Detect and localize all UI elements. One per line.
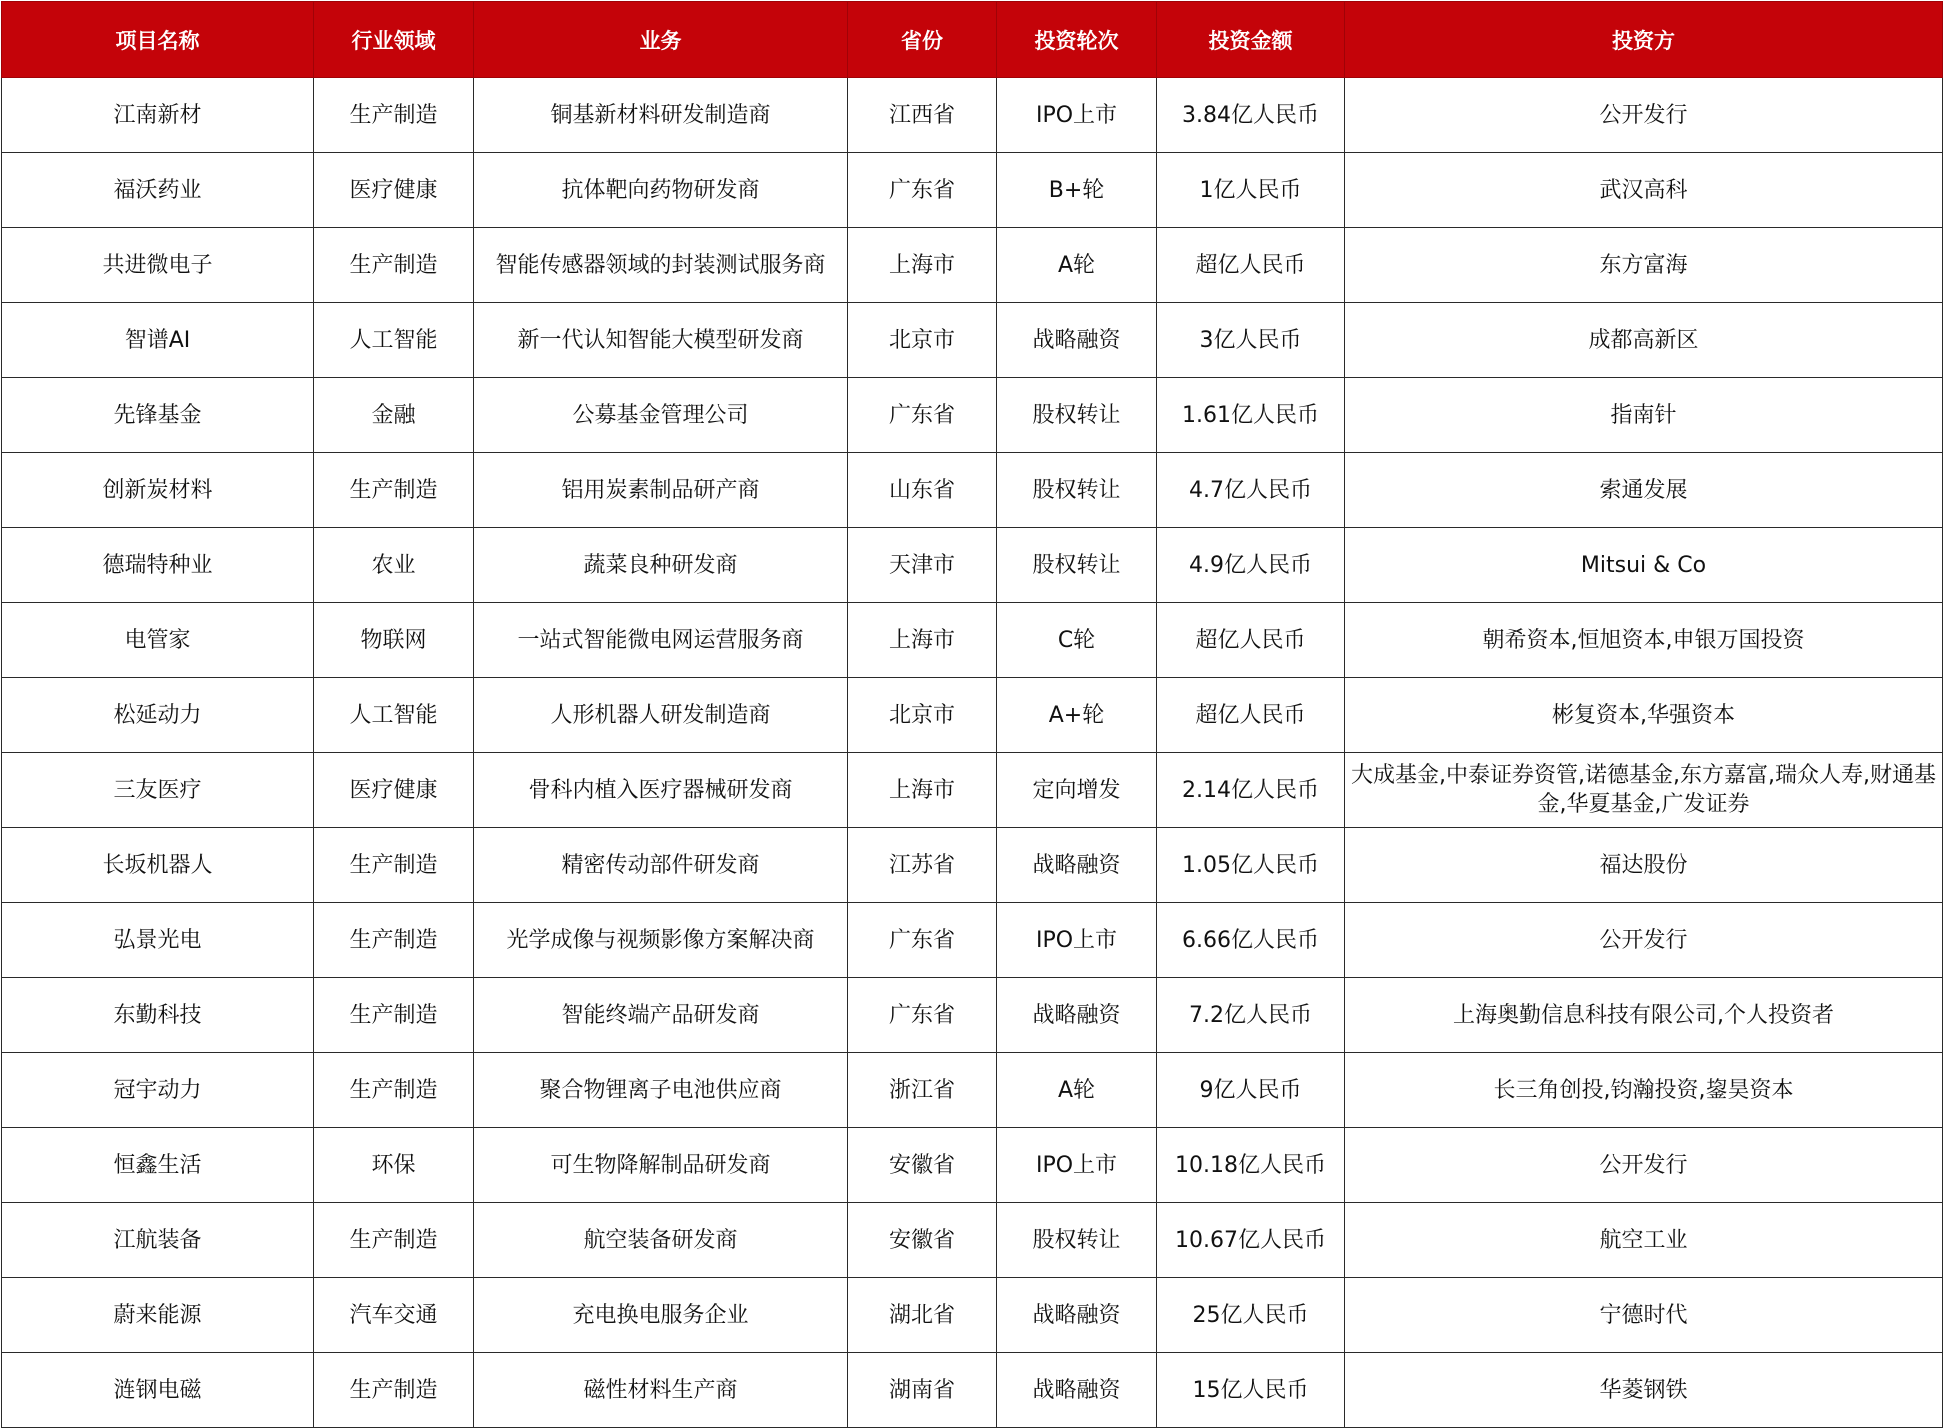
cell-industry: 生产制造 <box>314 228 474 303</box>
cell-project-name: 德瑞特种业 <box>2 528 314 603</box>
cell-amount: 1.61亿人民币 <box>1157 378 1345 453</box>
cell-round: 战略融资 <box>997 978 1157 1053</box>
cell-province: 浙江省 <box>848 1053 997 1128</box>
table-row <box>2 1353 1943 1428</box>
cell-industry: 汽车交通 <box>314 1278 474 1353</box>
cell-province: 北京市 <box>848 303 997 378</box>
cell-investors: 华菱钢铁 <box>1345 1353 1943 1428</box>
cell-round: 战略融资 <box>997 303 1157 378</box>
cell-industry: 医疗健康 <box>314 153 474 228</box>
cell-business: 铝用炭素制品研产商 <box>474 453 848 528</box>
investment-table <box>1 1 1943 1428</box>
cell-industry: 人工智能 <box>314 678 474 753</box>
cell-investors: 成都高新区 <box>1345 303 1943 378</box>
cell-amount: 15亿人民币 <box>1157 1353 1345 1428</box>
cell-business: 一站式智能微电网运营服务商 <box>474 603 848 678</box>
cell-industry: 生产制造 <box>314 453 474 528</box>
table-row <box>2 1203 1943 1278</box>
cell-project-name: 东勤科技 <box>2 978 314 1053</box>
cell-industry: 金融 <box>314 378 474 453</box>
table-row <box>2 753 1943 828</box>
cell-amount: 超亿人民币 <box>1157 678 1345 753</box>
cell-industry: 生产制造 <box>314 828 474 903</box>
cell-amount: 超亿人民币 <box>1157 228 1345 303</box>
cell-province: 北京市 <box>848 678 997 753</box>
cell-investors: 宁德时代 <box>1345 1278 1943 1353</box>
cell-province: 上海市 <box>848 603 997 678</box>
cell-amount: 2.14亿人民币 <box>1157 753 1345 828</box>
cell-province: 天津市 <box>848 528 997 603</box>
cell-industry: 生产制造 <box>314 78 474 153</box>
cell-industry: 生产制造 <box>314 1353 474 1428</box>
cell-business: 公募基金管理公司 <box>474 378 848 453</box>
cell-amount: 4.9亿人民币 <box>1157 528 1345 603</box>
cell-business: 新一代认知智能大模型研发商 <box>474 303 848 378</box>
cell-industry: 人工智能 <box>314 303 474 378</box>
cell-business: 智能终端产品研发商 <box>474 978 848 1053</box>
cell-province: 上海市 <box>848 228 997 303</box>
cell-industry: 生产制造 <box>314 903 474 978</box>
cell-project-name: 福沃药业 <box>2 153 314 228</box>
table-row <box>2 1128 1943 1203</box>
cell-investors: Mitsui & Co <box>1345 528 1943 603</box>
cell-round: A轮 <box>997 228 1157 303</box>
table-row <box>2 528 1943 603</box>
cell-project-name: 蔚来能源 <box>2 1278 314 1353</box>
cell-province: 江苏省 <box>848 828 997 903</box>
cell-business: 磁性材料生产商 <box>474 1353 848 1428</box>
cell-round: 战略融资 <box>997 1278 1157 1353</box>
table-row <box>2 303 1943 378</box>
cell-project-name: 江南新材 <box>2 78 314 153</box>
cell-project-name: 涟钢电磁 <box>2 1353 314 1428</box>
cell-province: 广东省 <box>848 153 997 228</box>
cell-industry: 农业 <box>314 528 474 603</box>
table-row <box>2 1053 1943 1128</box>
cell-round: A轮 <box>997 1053 1157 1128</box>
header-business: 业务 <box>474 2 848 78</box>
header-project-name: 项目名称 <box>2 2 314 78</box>
cell-amount: 1.05亿人民币 <box>1157 828 1345 903</box>
cell-business: 可生物降解制品研发商 <box>474 1128 848 1203</box>
cell-investors: 彬复资本,华强资本 <box>1345 678 1943 753</box>
table-row <box>2 1278 1943 1353</box>
table-row <box>2 678 1943 753</box>
cell-business: 人形机器人研发制造商 <box>474 678 848 753</box>
cell-business: 光学成像与视频影像方案解决商 <box>474 903 848 978</box>
cell-investors: 武汉高科 <box>1345 153 1943 228</box>
table-body <box>2 78 1943 1428</box>
header-round: 投资轮次 <box>997 2 1157 78</box>
cell-business: 蔬菜良种研发商 <box>474 528 848 603</box>
cell-industry: 环保 <box>314 1128 474 1203</box>
cell-project-name: 共进微电子 <box>2 228 314 303</box>
table-row <box>2 828 1943 903</box>
cell-project-name: 创新炭材料 <box>2 453 314 528</box>
table-row <box>2 603 1943 678</box>
cell-investors: 上海奥勤信息科技有限公司,个人投资者 <box>1345 978 1943 1053</box>
cell-round: IPO上市 <box>997 903 1157 978</box>
cell-round: 战略融资 <box>997 1353 1157 1428</box>
cell-amount: 9亿人民币 <box>1157 1053 1345 1128</box>
table-row <box>2 228 1943 303</box>
cell-investors: 索通发展 <box>1345 453 1943 528</box>
cell-project-name: 松延动力 <box>2 678 314 753</box>
cell-round: IPO上市 <box>997 78 1157 153</box>
cell-investors: 大成基金,中泰证券资管,诺德基金,东方嘉富,瑞众人寿,财通基金,华夏基金,广发证券 <box>1345 753 1943 828</box>
cell-amount: 10.67亿人民币 <box>1157 1203 1345 1278</box>
cell-round: IPO上市 <box>997 1128 1157 1203</box>
cell-investors: 航空工业 <box>1345 1203 1943 1278</box>
header-amount: 投资金额 <box>1157 2 1345 78</box>
cell-project-name: 弘景光电 <box>2 903 314 978</box>
cell-investors: 长三角创投,钧瀚投资,鋆昊资本 <box>1345 1053 1943 1128</box>
cell-amount: 4.7亿人民币 <box>1157 453 1345 528</box>
cell-round: 战略融资 <box>997 828 1157 903</box>
cell-round: 股权转让 <box>997 528 1157 603</box>
cell-project-name: 电管家 <box>2 603 314 678</box>
cell-amount: 6.66亿人民币 <box>1157 903 1345 978</box>
header-province: 省份 <box>848 2 997 78</box>
cell-project-name: 长坂机器人 <box>2 828 314 903</box>
cell-province: 山东省 <box>848 453 997 528</box>
cell-province: 广东省 <box>848 378 997 453</box>
cell-round: 股权转让 <box>997 378 1157 453</box>
cell-amount: 3亿人民币 <box>1157 303 1345 378</box>
cell-province: 广东省 <box>848 903 997 978</box>
cell-industry: 物联网 <box>314 603 474 678</box>
cell-business: 精密传动部件研发商 <box>474 828 848 903</box>
cell-project-name: 三友医疗 <box>2 753 314 828</box>
cell-industry: 医疗健康 <box>314 753 474 828</box>
cell-investors: 公开发行 <box>1345 903 1943 978</box>
header-industry: 行业领域 <box>314 2 474 78</box>
cell-industry: 生产制造 <box>314 978 474 1053</box>
cell-project-name: 江航装备 <box>2 1203 314 1278</box>
cell-industry: 生产制造 <box>314 1053 474 1128</box>
cell-business: 航空装备研发商 <box>474 1203 848 1278</box>
cell-project-name: 冠宇动力 <box>2 1053 314 1128</box>
table-row <box>2 903 1943 978</box>
cell-province: 安徽省 <box>848 1203 997 1278</box>
cell-project-name: 恒鑫生活 <box>2 1128 314 1203</box>
cell-round: 定向增发 <box>997 753 1157 828</box>
cell-province: 安徽省 <box>848 1128 997 1203</box>
cell-amount: 10.18亿人民币 <box>1157 1128 1345 1203</box>
cell-round: 股权转让 <box>997 453 1157 528</box>
table-row <box>2 378 1943 453</box>
table-row <box>2 78 1943 153</box>
cell-province: 湖北省 <box>848 1278 997 1353</box>
cell-investors: 公开发行 <box>1345 78 1943 153</box>
header-investors: 投资方 <box>1345 2 1943 78</box>
cell-investors: 福达股份 <box>1345 828 1943 903</box>
cell-amount: 超亿人民币 <box>1157 603 1345 678</box>
cell-business: 骨科内植入医疗器械研发商 <box>474 753 848 828</box>
cell-amount: 25亿人民币 <box>1157 1278 1345 1353</box>
cell-amount: 7.2亿人民币 <box>1157 978 1345 1053</box>
table-row <box>2 978 1943 1053</box>
table-row <box>2 453 1943 528</box>
table-row <box>2 153 1943 228</box>
cell-round: A+轮 <box>997 678 1157 753</box>
cell-province: 广东省 <box>848 978 997 1053</box>
cell-project-name: 智谱AI <box>2 303 314 378</box>
cell-business: 聚合物锂离子电池供应商 <box>474 1053 848 1128</box>
cell-province: 上海市 <box>848 753 997 828</box>
cell-investors: 东方富海 <box>1345 228 1943 303</box>
cell-province: 湖南省 <box>848 1353 997 1428</box>
table-header-row <box>2 2 1943 78</box>
cell-province: 江西省 <box>848 78 997 153</box>
cell-industry: 生产制造 <box>314 1203 474 1278</box>
cell-business: 铜基新材料研发制造商 <box>474 78 848 153</box>
cell-investors: 指南针 <box>1345 378 1943 453</box>
cell-business: 抗体靶向药物研发商 <box>474 153 848 228</box>
cell-amount: 3.84亿人民币 <box>1157 78 1345 153</box>
cell-round: C轮 <box>997 603 1157 678</box>
cell-round: B+轮 <box>997 153 1157 228</box>
cell-investors: 公开发行 <box>1345 1128 1943 1203</box>
cell-business: 充电换电服务企业 <box>474 1278 848 1353</box>
cell-round: 股权转让 <box>997 1203 1157 1278</box>
cell-project-name: 先锋基金 <box>2 378 314 453</box>
cell-amount: 1亿人民币 <box>1157 153 1345 228</box>
cell-investors: 朝希资本,恒旭资本,申银万国投资 <box>1345 603 1943 678</box>
cell-business: 智能传感器领域的封装测试服务商 <box>474 228 848 303</box>
